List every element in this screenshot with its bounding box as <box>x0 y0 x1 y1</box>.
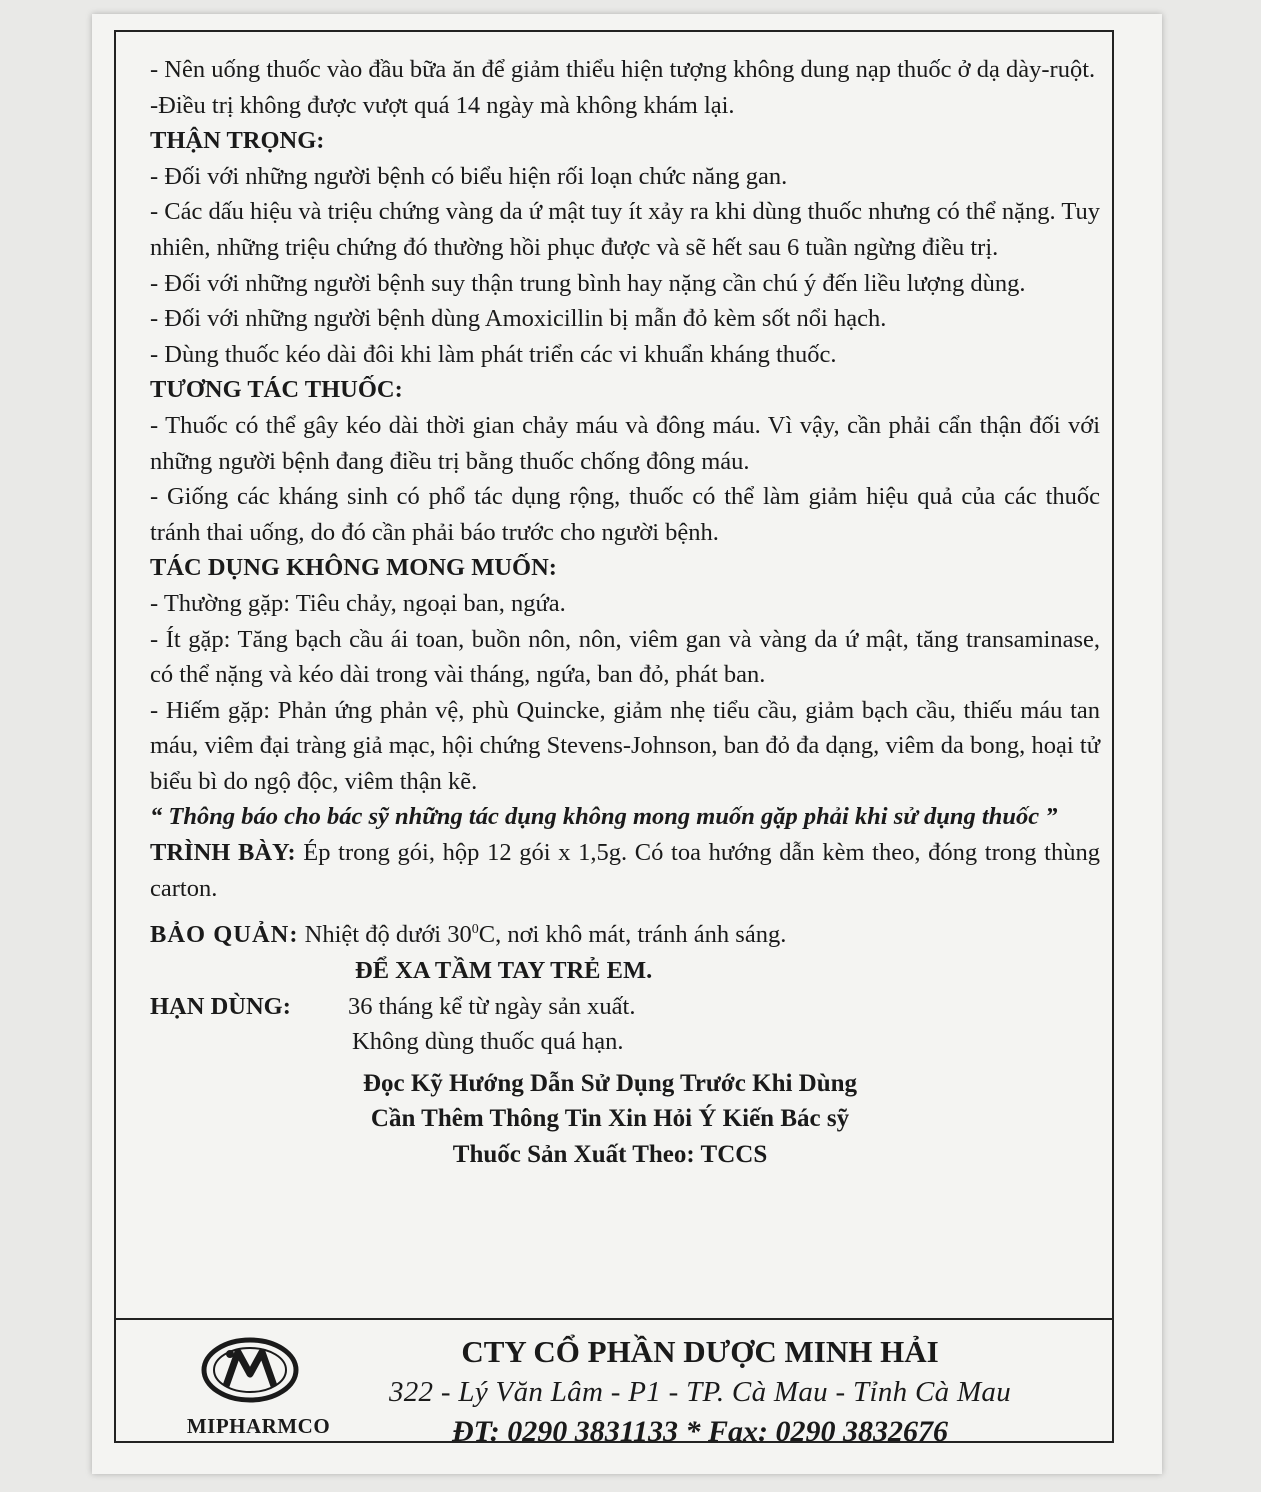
company-divider <box>114 1318 1114 1320</box>
intro-line-2: -Điều trị không được vượt quá 14 ngày mà không khám lại. <box>150 91 735 119</box>
mipharmco-logo-icon <box>200 1334 300 1406</box>
tuong-tac-item: - Thuốc có thể gây kéo dài thời gian chảy máu và đông máu. Vì vậy, cần phải cẩn thận đối với những người bệnh đang điều trị bằng thuốc chống đông máu. <box>150 411 1100 475</box>
footer-line-2: Cần Thêm Thông Tin Xin Hỏi Ý Kiến Bác sỹ <box>370 1105 850 1133</box>
trinh-bay-text: Ép trong gói, hộp 12 gói x 1,5g. Có toa hướng dẫn kèm theo, đóng trong thùng carton. <box>150 839 1100 902</box>
bao-quan-text-after: C, nơi khô mát, tránh ánh sáng. <box>478 921 787 949</box>
leaflet-body <box>150 52 1100 1173</box>
bao-quan-text-before: Nhiệt độ dưới 30 <box>298 921 472 949</box>
trinh-bay-label: TRÌNH BÀY: <box>150 839 296 867</box>
company-name: CTY CỔ PHẦN DƯỢC MINH HẢI <box>461 1334 939 1369</box>
han-dung-line-1: 36 tháng kể từ ngày sản xuất. <box>348 992 636 1020</box>
bao-quan-label: BẢO QUẢN: <box>150 921 299 949</box>
heading-than-trong: THẬN TRỌNG: <box>150 127 325 155</box>
han-dung-row <box>150 989 1100 1025</box>
than-trong-item: - Đối với những người bệnh suy thận trung bình hay nặng cần chú ý đến liều lượng dùng. <box>150 269 1026 297</box>
trinh-bay-paragraph <box>150 835 1100 906</box>
intro-line-1: - Nên uống thuốc vào đầu bữa ăn để giảm thiểu hiện tượng không dung nạp thuốc ở dạ dày-ruột. <box>150 56 1096 83</box>
than-trong-item: - Đối với những người bệnh dùng Amoxicillin bị mẫn đỏ kèm sốt nổi hạch. <box>150 305 887 333</box>
logo-text: MIPHARMCO <box>186 1414 331 1438</box>
tac-dung-item: - Thường gặp: Tiêu chảy, ngoại ban, ngứa. <box>150 589 566 617</box>
footer-line-3: Thuốc Sản Xuất Theo: TCCS <box>452 1140 768 1168</box>
company-phone-fax: ĐT: 0290 3831133 * Fax: 0290 3832676 <box>451 1415 949 1448</box>
bao-quan-paragraph <box>150 912 1100 953</box>
than-trong-item: - Dùng thuốc kéo dài đôi khi làm phát triển các vi khuẩn kháng thuốc. <box>150 340 837 368</box>
tac-dung-item: - Hiếm gặp: Phản ứng phản vệ, phù Quincke, giảm nhẹ tiểu cầu, giảm bạch cầu, thiếu máu tan máu, viêm đại tràng giả mạc, hội chứng Stevens-Johnson, ban đỏ đa dạng, viêm da bong, hoại tử biểu bì do ngộ độc, viêm thận kẽ. <box>150 696 1100 795</box>
tuong-tac-item: - Giống các kháng sinh có phổ tác dụng rộng, thuốc có thể làm giảm hiệu quả của các thuốc tránh thai uống, do đó cần phải báo trước cho người bệnh. <box>150 483 1100 546</box>
company-address: 322 - Lý Văn Lâm - P1 - TP. Cà Mau - Tỉnh Cà Mau <box>388 1376 1012 1408</box>
heading-tuong-tac: TƯƠNG TÁC THUỐC: <box>150 376 403 404</box>
han-dung-line-2: Không dùng thuốc quá hạn. <box>352 1028 624 1056</box>
than-trong-item: - Đối với những người bệnh có biểu hiện rối loạn chức năng gan. <box>150 162 788 190</box>
company-logo <box>176 1334 336 1444</box>
report-side-effects-note: “ Thông báo cho bác sỹ những tác dụng không mong muốn gặp phải khi sử dụng thuốc ” <box>150 803 1058 831</box>
tac-dung-item: - Ít gặp: Tăng bạch cầu ái toan, buồn nôn, nôn, viêm gan và vàng da ứ mật, tăng transaminase, có thể nặng và kéo dài trong vài tháng, ngứa, ban đỏ, phát ban. <box>150 625 1100 689</box>
company-info <box>340 1332 1060 1452</box>
than-trong-item: - Các dấu hiệu và triệu chứng vàng da ứ mật tuy ít xảy ra khi dùng thuốc nhưng có thể nặng. Tuy nhiên, những triệu chứng đó thường hồi phục được và sẽ hết sau 6 tuần ngừng điều trị. <box>150 198 1100 261</box>
keep-away-children: ĐỂ XA TẦM TAY TRẺ EM. <box>355 957 653 984</box>
heading-tac-dung: TÁC DỤNG KHÔNG MONG MUỐN: <box>150 554 557 582</box>
bao-quan-degree: 0 <box>471 922 479 938</box>
han-dung-label: HẠN DÙNG: <box>150 992 291 1020</box>
footer-line-1: Đọc Kỹ Hướng Dẫn Sử Dụng Trước Khi Dùng <box>362 1069 858 1097</box>
footer-advice <box>150 1066 1100 1173</box>
